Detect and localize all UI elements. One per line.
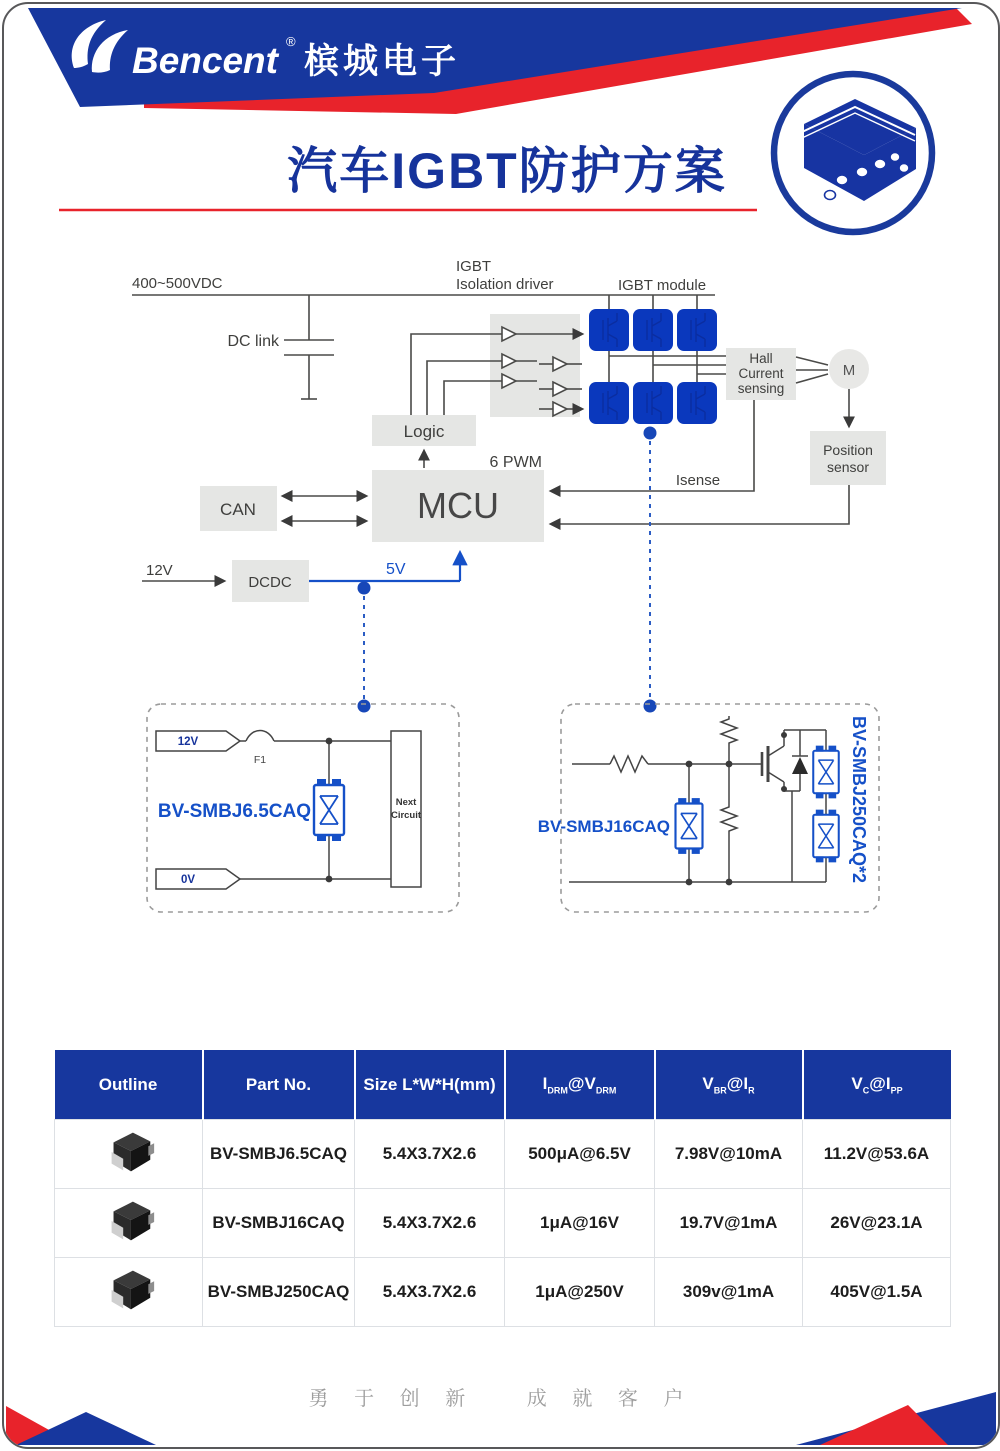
igbt-label: IGBT <box>456 258 492 275</box>
left-tvs-part-label: BV-SMBJ6.5CAQ <box>157 801 311 822</box>
next-circuit-label-2: Circuit <box>390 810 422 821</box>
header-size: Size L*W*H(mm) <box>355 1050 505 1120</box>
right-circuit-frame <box>561 704 879 912</box>
left-protection-circuit <box>147 704 459 912</box>
cell-size: 5.4X3.7X2.6 <box>355 1258 505 1327</box>
cell-size: 5.4X3.7X2.6 <box>355 1120 505 1189</box>
header-vc: $V_C@I_{PP}$ <box>803 1050 951 1120</box>
slogan-customers: 成 就 客 户 <box>526 1388 694 1410</box>
position-label-2: sensor <box>826 459 870 475</box>
brand-name-cn: 槟城电子 <box>304 42 461 81</box>
dc-link-label: DC link <box>227 333 279 350</box>
table-header-row <box>55 1050 951 1120</box>
registered-mark: ® <box>286 34 296 49</box>
right-protection-circuit <box>538 704 879 912</box>
table-row <box>55 1189 951 1258</box>
tvs-diode-icon <box>314 779 344 841</box>
cell-idrm: 1μA@16V <box>505 1189 655 1258</box>
cell-idrm: 1μA@250V <box>505 1258 655 1327</box>
cell-outline <box>55 1120 203 1189</box>
fuse-label: F1 <box>253 754 267 766</box>
cell-vc: 26V@23.1A <box>803 1189 951 1258</box>
cell-vc: 405V@1.5A <box>803 1258 951 1327</box>
cell-outline <box>55 1258 203 1327</box>
cell-outline <box>55 1189 203 1258</box>
footer-slogan <box>4 1382 998 1411</box>
pwm-label: 6 PWM <box>489 454 542 471</box>
isolation-driver-label: Isolation driver <box>456 276 554 293</box>
cell-vc: 11.2V@53.6A <box>803 1120 951 1189</box>
flyer-page <box>2 2 1000 1449</box>
page-title: 汽车IGBT防护方案 <box>287 143 727 199</box>
table-row <box>55 1120 951 1189</box>
tvs-diode-icon <box>676 798 703 854</box>
v0-net-tag <box>156 869 240 889</box>
v12-input-label: 12V <box>146 562 173 579</box>
hall-label-2: Current <box>738 366 784 381</box>
gate-tvs-part-label: BV-SMBJ16CAQ <box>537 817 670 836</box>
fuse-icon <box>246 731 274 742</box>
gate-resistor-icon <box>610 756 648 772</box>
module-badge-icon <box>774 74 932 232</box>
dcdc-label: DCDC <box>248 574 292 591</box>
tvs-diode-icon <box>813 810 839 863</box>
isense-label: Isense <box>675 472 721 489</box>
cell-vbr: 309v@1mA <box>655 1258 803 1327</box>
v12-tag-label: 12V <box>177 736 199 748</box>
hall-label-1: Hall <box>749 351 773 366</box>
can-label: CAN <box>220 500 256 519</box>
slogan-innovate: 勇 于 创 新 <box>308 1388 476 1410</box>
package-outline-image <box>100 1264 158 1316</box>
tvs-diode-icon <box>813 746 839 799</box>
position-sensor-box <box>810 431 886 485</box>
brand-name: Bencent <box>132 40 278 81</box>
cell-part-no: BV-SMBJ250CAQ <box>203 1258 355 1327</box>
cell-part-no: BV-SMBJ16CAQ <box>203 1189 355 1258</box>
cell-vbr: 7.98V@10mA <box>655 1120 803 1189</box>
header-outline: Outline <box>55 1050 203 1120</box>
header-part-no: Part No. <box>203 1050 355 1120</box>
header-idrm: $I_{DRM}@V_{DRM}$ <box>505 1050 655 1120</box>
position-label-1: Position <box>823 442 873 458</box>
spec-table <box>54 1050 951 1327</box>
cell-idrm: 500μA@6.5V <box>505 1120 655 1189</box>
upper-resistor-icon <box>721 716 737 746</box>
logic-label: Logic <box>403 422 445 441</box>
lower-resistor-icon <box>721 804 737 834</box>
header-vbr: $V_{BR}@I_R$ <box>655 1050 803 1120</box>
v0-tag-label: 0V <box>180 874 196 886</box>
table-row <box>55 1258 951 1327</box>
igbt-module-label: IGBT module <box>617 277 707 294</box>
mcu-label: MCU <box>417 485 499 526</box>
package-outline-image <box>100 1195 158 1247</box>
v5-label: 5V <box>386 561 406 578</box>
hall-label-3: sensing <box>737 381 785 396</box>
cell-part-no: BV-SMBJ6.5CAQ <box>203 1120 355 1189</box>
cell-size: 5.4X3.7X2.6 <box>355 1189 505 1258</box>
package-outline-image <box>100 1126 158 1178</box>
next-circuit-box <box>391 731 421 887</box>
motor-label: M <box>842 362 856 379</box>
clamp-tvs-part-label: BV-SMBJ250CAQ*2 <box>849 716 869 884</box>
next-circuit-label-1: Next <box>395 797 417 808</box>
cell-vbr: 19.7V@1mA <box>655 1189 803 1258</box>
diode-icon <box>792 757 808 774</box>
bus-voltage-label: 400~500VDC <box>132 275 223 292</box>
